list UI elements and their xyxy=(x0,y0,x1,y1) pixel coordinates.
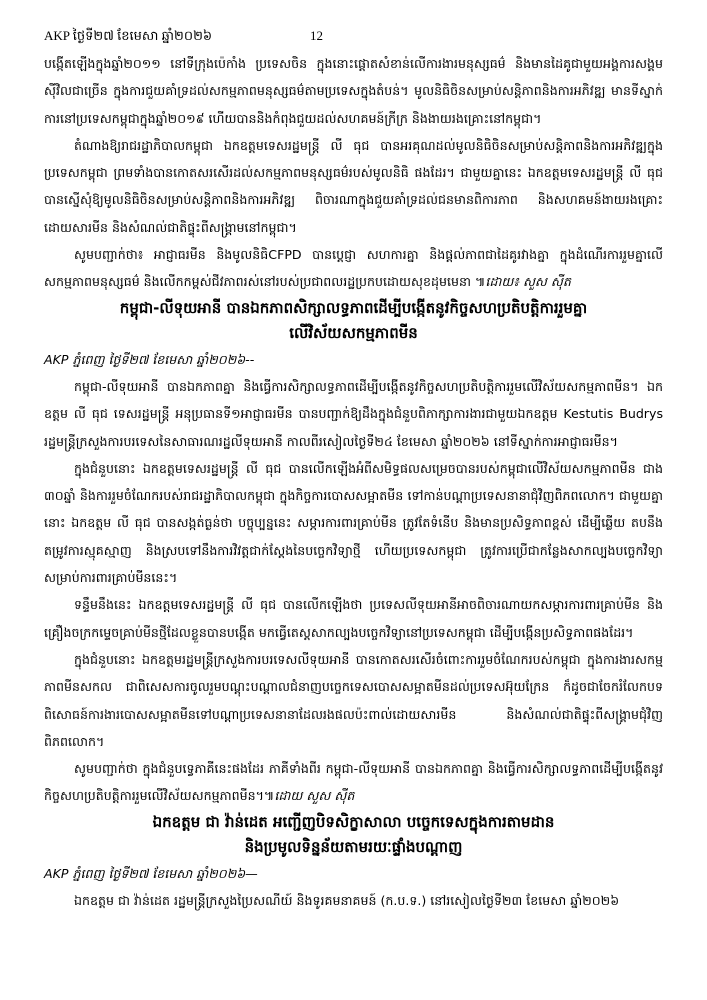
headline-line-2: លើវិស័យសកម្មភាពមីន xyxy=(289,323,418,342)
headline-line-1: កម្ពុជា-លីទុយអានី បានឯកភាពសិក្សាលទ្ធភាពដើម្បីបង្កើតនូវកិច្ចសហប្រតិបត្តិការរួមគ្នា xyxy=(119,298,588,317)
article-paragraph-5 xyxy=(44,755,663,810)
continued-paragraph-2: តំណាងឱ្យរាជរដ្ឋាភិបាលកម្ពុជា ឯកឧត្តមទេសរដ្ឋមន្ត្រី លី ធុជ បានអរគុណដល់មូលនិធិចិនសម្រាប់សន្តិភាពនិងការអភិវឌ្ឍក្នុងប្រទេសកម្ពុជា ព្រមទាំងបានកោតសរសើរដល់សកម្មភាពមនុស្សធម៌របស់មូលនិធិ ផងដែរ។ ជាមួយគ្នានេះ ឯកឧត្តមទេសរដ្ឋមន្ត្រី លី ធុជ បានស្នើសុំឱ្យមូលនិធិចិនសម្រាប់សន្តិភាពនិងការអភិវឌ្ឍ ពិចារណាក្នុងជួយគាំទ្រដល់ជនមានពិការភាព និងសហគមន៍ងាយរងគ្រោះដោយសារមីន និងសំណល់ជាតិផ្ទុះពីសង្គ្រាមនៅកម្ពុជា។ xyxy=(44,137,663,235)
article-paragraph-2: ក្នុងជំនួបនោះ ឯកឧត្តមទេសរដ្ឋមន្ត្រី លី ធុជ បានលើកឡើងអំពីសមិទ្ធផលសម្រេចបានរបស់កម្ពុជាលើវិស័យសកម្មភាពមីន ជាង ៣០ឆ្នាំ និងការរួមចំណែករបស់រាជរដ្ឋាភិបាលកម្ពុជា ក្នុងកិច្ចការបោសសម្អាតមីន ទៅកាន់បណ្ដាប្រទេសនានាជុំវិញពិភពលោក។ ជាមួយគ្នានោះ ឯកឧត្តម លី ធុជ បានសង្កត់ធ្ងន់ថា បច្ចុប្បន្ននេះ សម្ភារការពារគ្រាប់មីន ត្រូវតែទំនើប និងមានប្រសិទ្ធភាពខ្ពស់ ដើម្បីឆ្លើយ តបនឹងតម្រូវការស្មុគស្មាញ និងស្របទៅនឹងការវិវត្តជាក់ស្ដែងនៃបច្ចេកវិទ្យាថ្មី ហើយប្រទេសកម្ពុជា ត្រូវការប្រើជាកន្លែងសាកល្បងបច្ចេកវិទ្យាសម្រាប់ការពារគ្រាប់មីននេះ។ xyxy=(44,460,663,586)
continued-paragraph-3 xyxy=(44,241,663,296)
article-paragraph-4: ក្នុងជំនួបនោះ ឯកឧត្តមរដ្ឋមន្ត្រីក្រសួងការបរទេសលីទុយអានី បានកោតសរសើរចំពោះការរួមចំណែករបស់កម្ពុជា ក្នុងការងារសកម្មភាពមីនសកល ជាពិសេសការចូលរួមបណ្ដុះបណ្ដាលជំនាញបច្ចេកទេសបោសសម្អាតមីនដល់ប្រទេសអ៊ុយក្រែន ក៏ដូចជាចែករំលែកបទពិសោធន៍ការងារបោសសម្អាតមីនទៅបណ្ដាប្រទេសនានាដែលរងផលប៉ះពាល់ដោយសារមីន និងសំណល់ជាតិផ្ទុះពីសង្គ្រាមជុំវិញពិភពលោក។ xyxy=(44,651,663,749)
author-credit: ដោយ៖ សួស ស៊ីត xyxy=(485,274,571,290)
continued-paragraph-1: បង្កើតឡើងក្នុងឆ្នាំ២០១១ នៅទីក្រុងប៉េកាំង ប្រទេសចិន ក្នុងនោះផ្ដោតសំខាន់លើការងារមនុស្សធម៌ និងមានដៃគូជាមួយអង្គការសង្គមស៊ីវិលជាច្រើន ក្នុងការជួយគាំទ្រដល់សកម្មភាពមនុស្សធម៌តាមប្រទេសក្នុងតំបន់។ មូលនិធិចិនសម្រាប់សន្តិភាពនិងការអភិវឌ្ឍ មានទីស្នាក់ការនៅប្រទេសកម្ពុជាក្នុងឆ្នាំ២០១៩ ហើយបាននិងកំពុងជួយដល់សហគមន៍ក្រីក្រ និងងាយរងគ្រោះនៅកម្ពុជា។ xyxy=(44,56,663,126)
article-paragraph-1: កម្ពុជា-លីទុយអានី បានឯកភាពគ្នា និងធ្វើការសិក្សាលទ្ធភាពដើម្បីបង្កើតនូវកិច្ចសហប្រតិបត្តិការរួមលើវិស័យសកម្មភាពមីន។ ឯកឧត្តម លី ធុជ ទេសរដ្ឋមន្ត្រី អនុប្រធានទី១អាជ្ញាធរមីន បានបញ្ជាក់ឱ្យដឹងក្នុងជំនួបពិភាក្សាការងារជាមួយឯកឧត្តម Kestutis Budrys រដ្ឋមន្ត្រីក្រសួងការបរទេសនៃសាធារណរដ្ឋលីទុយអានី កាលពីរសៀលថ្ងៃទី២៤ ខែមេសា ឆ្នាំ២០២៦ នៅទីស្នាក់ការអាជ្ញាធរមីន។ xyxy=(44,378,663,449)
article-headline xyxy=(44,810,663,860)
author-credit: ដោយ សួស ស៊ីត xyxy=(274,788,355,804)
page-number: 12 xyxy=(310,28,323,43)
paragraph-text: សូមបញ្ជាក់ថា៖ អាជ្ញាធរមីន និងមូលនិធិCFPD បានប្ដេជ្ញា សហការគ្នា និងផ្ដល់ភាពជាដៃគូរវាងគ្នា ក្នុងដំណើរការរួមគ្នាលើសកម្មភាពមនុស្សធម៌ និងលើកកម្ពស់ជីវភាពរស់នៅរបស់ប្រជាពលរដ្ឋប្រកបដោយសុខដុមមេនា ៕ xyxy=(44,247,663,290)
headline-line-2: និងប្រមូលទិន្នន័យតាមរយៈផ្ទាំងបណ្ដាញ xyxy=(244,837,463,856)
article-paragraph-3: ទន្ទឹមនឹងនេះ ឯកឧត្តមទេសរដ្ឋមន្ត្រី លី ធុជ បានលើកឡើងថា ប្រទេសលីទុយអានីអាចពិចារណាយកសម្ភារការពារគ្រាប់មីន និងគ្រឿងចក្រកម្ទេចគ្រាប់មីនថ្មីដែលខ្លួនបានបង្កើត មកធ្វើតេស្តសាកល្បងបច្ចេកវិទ្យានៅប្រទេសកម្ពុជា ដើម្បីបង្កើនប្រសិទ្ធភាពផងដែរ។ xyxy=(44,597,663,640)
article-paragraph-1: ឯកឧត្តម ជា វ៉ាន់ដេត រដ្ឋមន្ត្រីក្រសួងប្រៃសណីយ៍ និងទូរគមនាគមន៍ (ក.ប.ទ.) នៅរសៀលថ្ងៃទី២៣ ខែមេសា ឆ្នាំ២០២៦ xyxy=(74,893,620,909)
article-headline xyxy=(44,296,663,346)
header-publication-date: AKP ថ្ងៃទី២៧ ខែមេសា ឆ្នាំ២០២៦ xyxy=(44,28,213,43)
page-header xyxy=(44,28,663,50)
headline-line-1: ឯកឧត្តម ជា វ៉ាន់ដេត អញ្ជើញបិទសិក្ខាសាលា បច្ចេកទេសក្នុងការតាមដាន xyxy=(152,812,555,831)
article-dateline: AKP ភ្នំពេញ ថ្ងៃទី២៧ ខែមេសា ឆ្នាំ២០២៦— xyxy=(44,865,258,881)
paragraph-text: សូមបញ្ជាក់ថា ក្នុងជំនួបទ្វេភាគីនេះផងដែរ ភាគីទាំងពីរ កម្ពុជា-លីទុយអានី បានឯកភាពគ្នា និងធ្វើការសិក្សាលទ្ធភាពដើម្បីបង្កើតនូវកិច្ចសហប្រតិបត្តិការរួមលើវិស័យសកម្មភាពមីន។៕ xyxy=(44,761,663,804)
article-dateline: AKP ភ្នំពេញ ថ្ងៃទី២៧ ខែមេសា ឆ្នាំ២០២៦-- xyxy=(44,351,255,367)
